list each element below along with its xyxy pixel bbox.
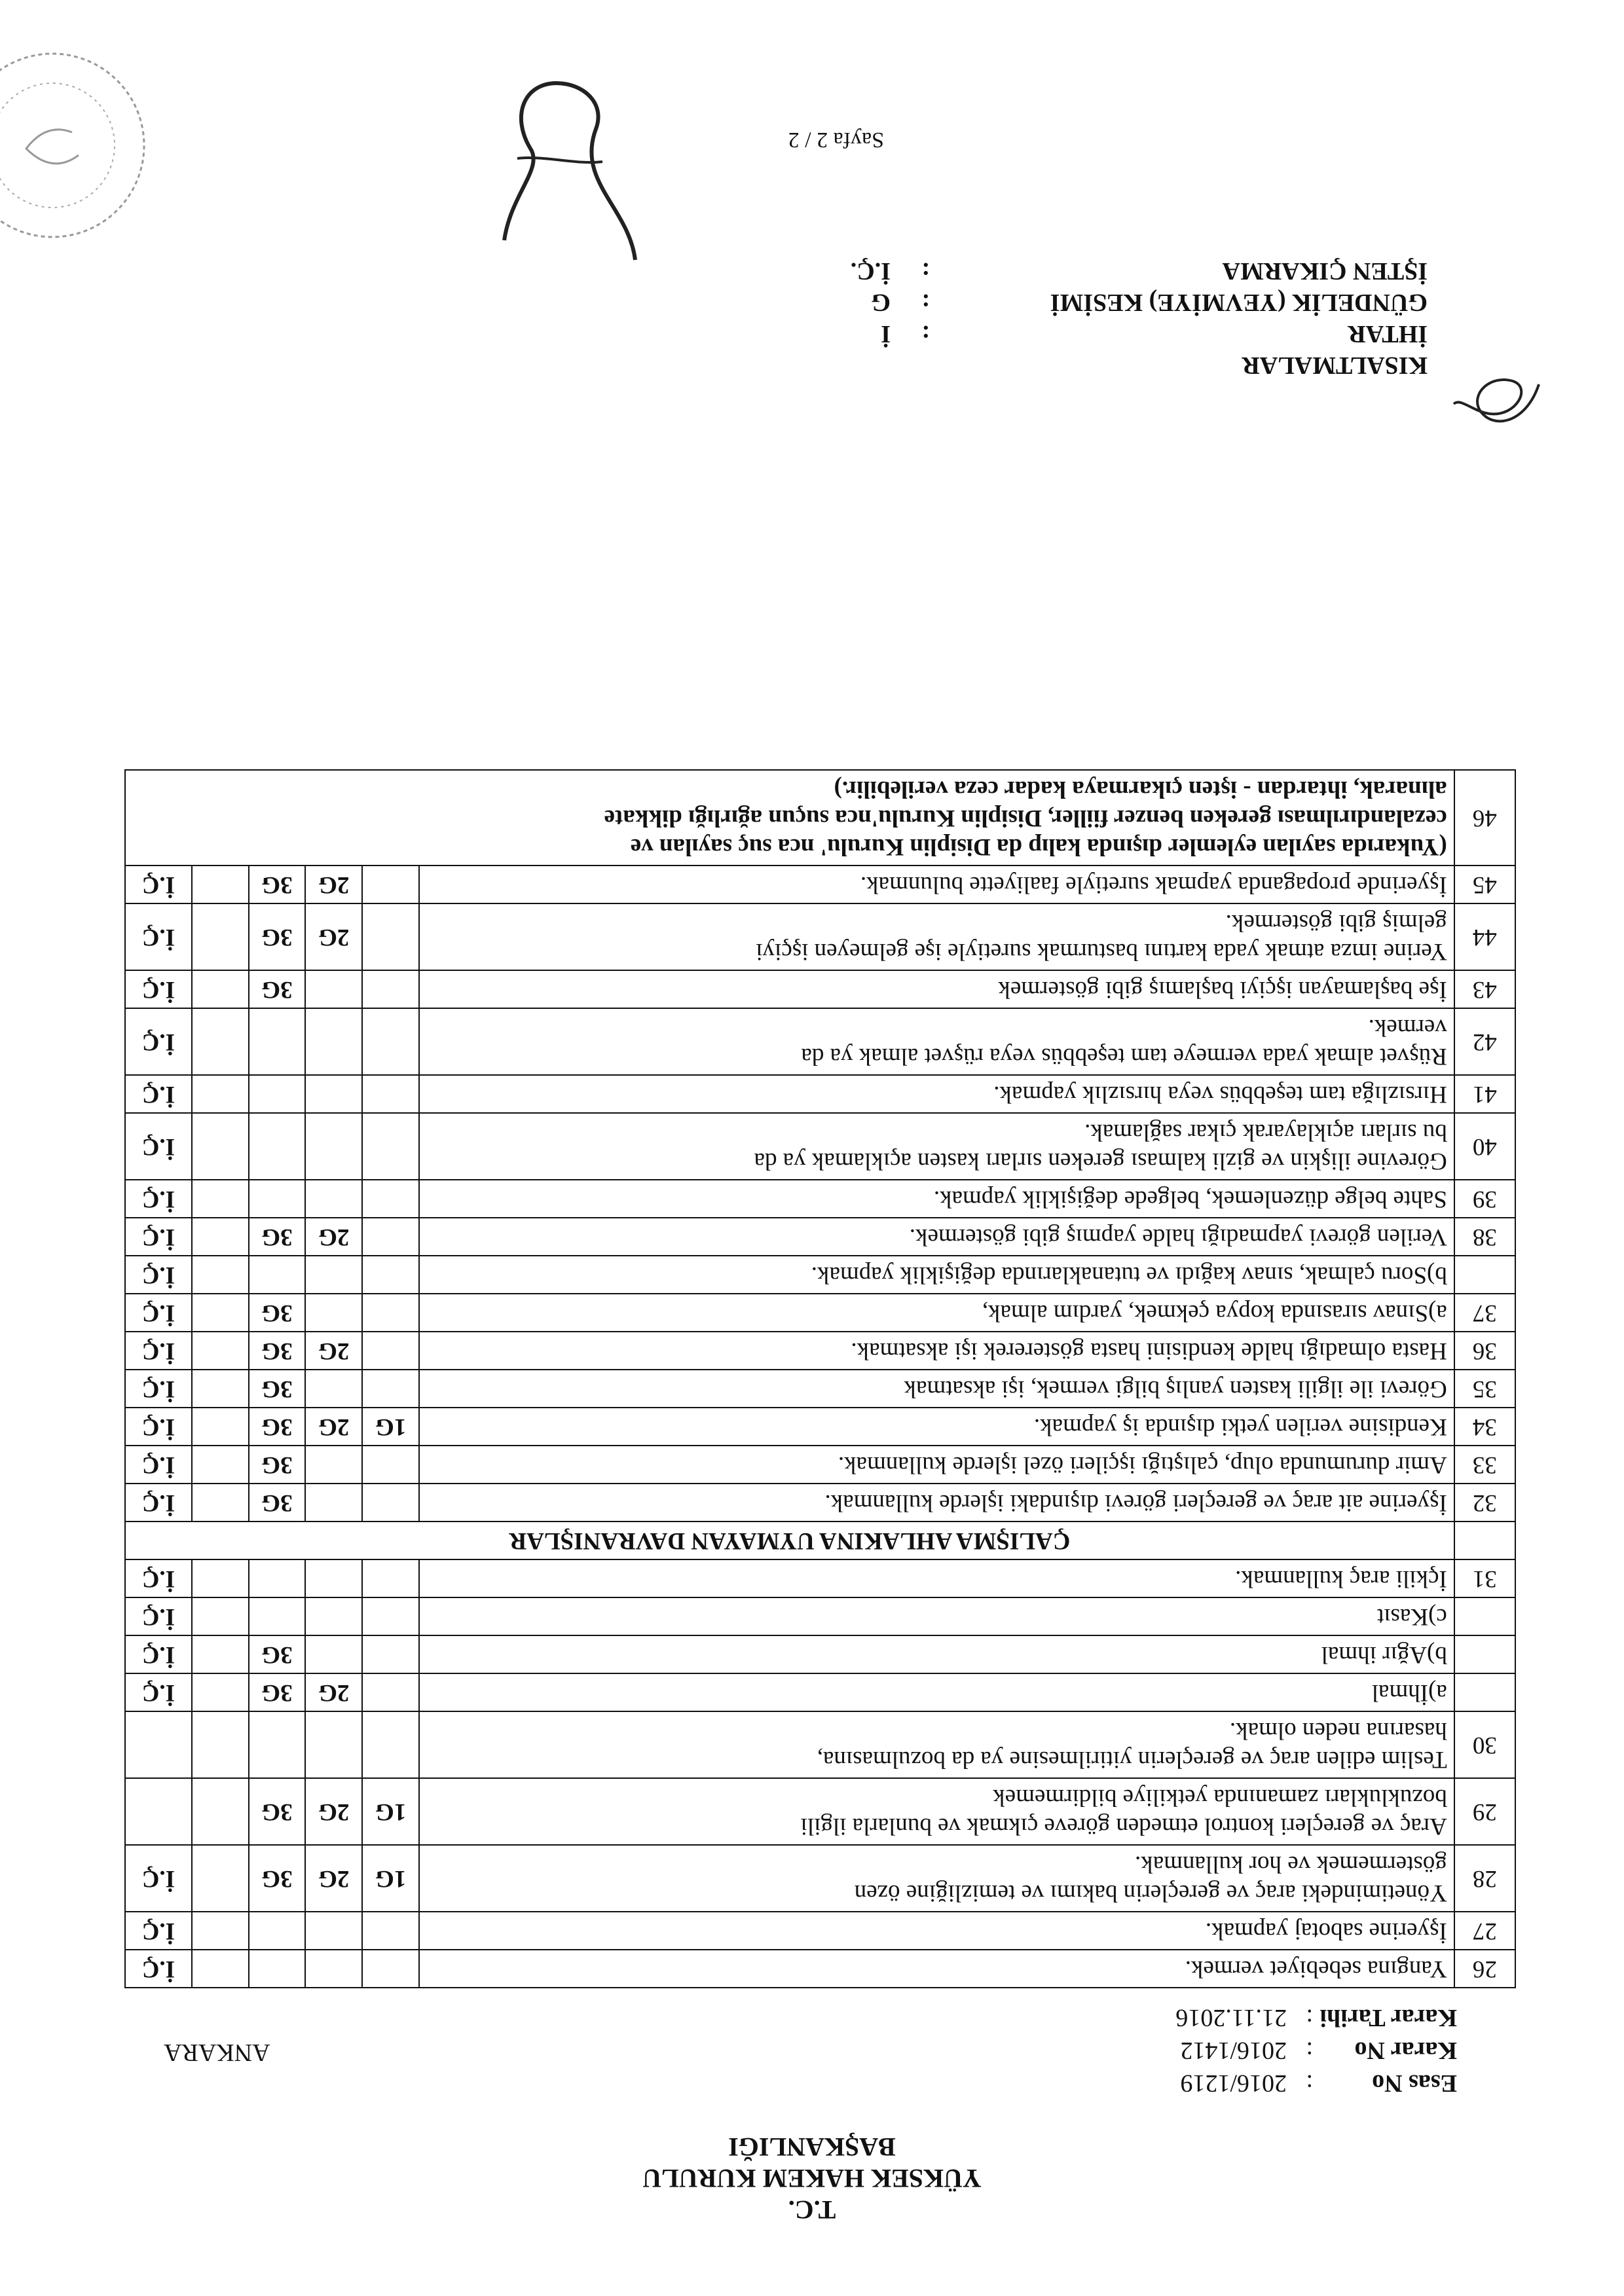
description-line: Yerine imza atmak yada kartını basturmak suretiyle işe gelmeyen işçiyi [756, 938, 1447, 965]
penalty-cell: 2G [305, 866, 362, 903]
penalty-cell [192, 1218, 249, 1256]
tarih-value: 21.11.2016 [1175, 2004, 1287, 2032]
penalty-cell [192, 1845, 249, 1912]
dismissal-cell: İ.Ç [125, 1597, 192, 1635]
dismissal-cell: İ.Ç [125, 1484, 192, 1522]
penalty-cell [362, 866, 419, 903]
offence-description [419, 970, 1454, 1008]
table-row [125, 1294, 1515, 1332]
penalty-cell [362, 1950, 419, 1988]
penalty-cell [362, 1446, 419, 1484]
penalty-cell [192, 1408, 249, 1446]
table-row [125, 1673, 1515, 1711]
description-line: bozuklukları zamanında yetkiliye bildirmemek [993, 1784, 1447, 1811]
description-line: İşe başlamayan işçiyi başlamış gibi göstermek [998, 976, 1447, 1003]
penalty-cell [249, 1711, 306, 1778]
penalty-cell [305, 1635, 362, 1673]
description-line: İşyerine ait araç ve gereçleri görevi dışındaki işlerde kullanmak. [824, 1489, 1447, 1516]
description-line: bu sırları açıklayarak çıkar sağlamak. [1084, 1119, 1447, 1146]
penalty-cell [362, 1332, 419, 1370]
description-line: İşyerine sabotaj yapmak. [1205, 1918, 1447, 1944]
row-number [1454, 1256, 1515, 1294]
dismissal-cell: İ.Ç [125, 1008, 192, 1075]
abbreviation-item [851, 255, 1428, 287]
penalty-cell: 3G [249, 1408, 306, 1446]
row-number: 39 [1454, 1180, 1515, 1218]
dismissal-cell: İ.Ç [125, 1218, 192, 1256]
penalty-cell: 1G [362, 1845, 419, 1912]
table-row [125, 970, 1515, 1008]
description-line: Rüşvet almak yada vermeye tam teşebbüs veya rüşvet almak ya da [801, 1043, 1447, 1070]
penalty-cell [249, 1180, 306, 1218]
karar-value: 2016/1412 [1180, 2037, 1287, 2064]
penalty-cell [362, 1294, 419, 1332]
offence-description [419, 1950, 1454, 1988]
dismissal-cell: İ.Ç [125, 1113, 192, 1180]
colon: : [1306, 2004, 1313, 2032]
penalty-cell [192, 1559, 249, 1597]
table-row [125, 1256, 1515, 1294]
penalty-cell: 3G [249, 903, 306, 970]
penalty-cell [305, 1597, 362, 1635]
table-row [125, 1008, 1515, 1075]
offence-description [419, 1218, 1454, 1256]
penalty-cell [192, 1332, 249, 1370]
dismissal-cell: İ.Ç [125, 1256, 192, 1294]
faint-stamp [0, 37, 157, 253]
abbreviation-symbol: G [871, 289, 891, 316]
tarih-label: Karar Tarihi [1320, 2004, 1457, 2032]
penalty-cell [192, 903, 249, 970]
description-line: Yönetimindeki araç ve gereçlerin bakımı ve temizliğine özen [854, 1880, 1447, 1906]
description-line: alınarak, ihtardan - işten çıkarmaya kadar ceza verilebilir.) [834, 776, 1447, 803]
header-department: BAŞKANLIĞI [728, 2132, 896, 2162]
description-line: Kendisine verilen yetki dışında iş yapmak. [1033, 1413, 1447, 1440]
penalty-cell [362, 1484, 419, 1522]
offence-description [125, 770, 1454, 866]
description-line: Teslim edilen araç ve gereçlerin yitirilmesine ya da bozulmasına, [817, 1746, 1447, 1773]
description-line: vermek. [1368, 1014, 1447, 1041]
penalty-cell [192, 1113, 249, 1180]
table-row [125, 1180, 1515, 1218]
penalty-cell [305, 1256, 362, 1294]
penalty-cell [305, 1113, 362, 1180]
row-number: 28 [1454, 1845, 1515, 1912]
dismissal-cell: İ.Ç [125, 1370, 192, 1408]
row-number: 31 [1454, 1559, 1515, 1597]
penalty-cell [305, 1180, 362, 1218]
penalty-cell: 3G [249, 1370, 306, 1408]
row-number [1454, 1635, 1515, 1673]
dismissal-cell: İ.Ç [125, 1635, 192, 1673]
abbreviation-sep: : [921, 320, 930, 348]
karar-label: Karar No [1354, 2037, 1457, 2064]
dismissal-cell: İ.Ç [125, 1673, 192, 1711]
description-line: Hasta olmadığı halde kendisini hasta göstererek işi aksatmak. [851, 1338, 1447, 1364]
penalty-cell [305, 1370, 362, 1408]
table-row [125, 1113, 1515, 1180]
row-number: 36 [1454, 1332, 1515, 1370]
header-tc: T.C. [788, 2195, 836, 2225]
penalty-cell: 3G [249, 1778, 306, 1845]
penalty-cell: 3G [249, 1673, 306, 1711]
penalty-cell [362, 1711, 419, 1778]
penalty-cell [192, 1597, 249, 1635]
table-section-row [125, 1522, 1515, 1559]
dismissal-cell: İ.Ç [125, 1950, 192, 1988]
offence-description [419, 1597, 1454, 1635]
penalty-cell: 1G [362, 1408, 419, 1446]
offence-description [419, 866, 1454, 903]
penalty-cell [305, 970, 362, 1008]
offence-description [419, 1408, 1454, 1446]
abbreviations-title: KISALTMALAR [1242, 352, 1428, 379]
penalty-cell [362, 1180, 419, 1218]
penalty-cell [362, 903, 419, 970]
row-number: 44 [1454, 903, 1515, 970]
description-line: a)İhmal [1371, 1679, 1447, 1706]
table-row [125, 1332, 1515, 1370]
penalty-cell [249, 1597, 306, 1635]
penalty-cell [305, 1711, 362, 1778]
page-number: Sayfa 2 / 2 [788, 128, 884, 152]
offence-description [419, 1332, 1454, 1370]
description-line: cezalandırılması gereken benzer fiiller, Disiplin Kurulu'nca suçun ağırlığı dikkate [604, 805, 1447, 831]
row-number: 27 [1454, 1912, 1515, 1950]
offence-description [419, 1446, 1454, 1484]
penalty-cell [249, 1113, 306, 1180]
tarih-row [1175, 2001, 1457, 2034]
penalty-cell [362, 1113, 419, 1180]
table-row [125, 770, 1515, 866]
row-number: 32 [1454, 1484, 1515, 1522]
penalty-cell [362, 1256, 419, 1294]
penalty-cell [362, 1008, 419, 1075]
penalty-cell: 3G [249, 1635, 306, 1673]
penalty-cell [249, 1950, 306, 1988]
handwritten-signature [465, 57, 674, 280]
penalty-cell: 3G [249, 1332, 306, 1370]
abbreviation-item [851, 287, 1428, 318]
description-line: gelmiş gibi göstermek. [1225, 909, 1447, 936]
row-number: 41 [1454, 1075, 1515, 1113]
penalty-cell: 2G [305, 1332, 362, 1370]
table-row [125, 1075, 1515, 1113]
penalty-cell: 3G [249, 1294, 306, 1332]
penalty-cell [305, 1950, 362, 1988]
offence-description [419, 1075, 1454, 1113]
penalty-cell [305, 1008, 362, 1075]
offence-description [419, 1912, 1454, 1950]
penalty-cell [192, 1950, 249, 1988]
description-line: Verilen görevi yapmadığı halde yapmış gibi göstermek. [909, 1224, 1447, 1250]
penalty-cell [249, 1008, 306, 1075]
document-header [0, 2131, 1624, 2225]
description-line: b)Soru çalmak, sınav kağıdı ve tutanaklarında değişiklik yapmak. [811, 1262, 1447, 1288]
penalty-cell [192, 1484, 249, 1522]
handwritten-initial [1447, 365, 1552, 437]
row-number: 40 [1454, 1113, 1515, 1180]
row-number: 45 [1454, 866, 1515, 903]
penalty-cell [192, 1008, 249, 1075]
penalty-cell: 3G [249, 1845, 306, 1912]
table-row [125, 1559, 1515, 1597]
table-row [125, 1845, 1515, 1912]
penalty-cell: 2G [305, 903, 362, 970]
penalty-cell: 3G [249, 970, 306, 1008]
dismissal-cell: İ.Ç [125, 970, 192, 1008]
dismissal-cell: İ.Ç [125, 1294, 192, 1332]
row-number: 26 [1454, 1950, 1515, 1988]
colon: : [1306, 2069, 1313, 2097]
penalty-cell [249, 1912, 306, 1950]
table-row [125, 1950, 1515, 1988]
penalty-cell [362, 1912, 419, 1950]
penalty-cell [192, 970, 249, 1008]
penalty-cell: 3G [249, 1484, 306, 1522]
penalty-cell: 2G [305, 1778, 362, 1845]
penalty-cell [192, 1075, 249, 1113]
description-line: Araç ve gereçleri kontrol etmeden göreve çıkmak ve bunlarla ilgili [800, 1813, 1447, 1840]
esas-label: Esas No [1372, 2069, 1457, 2097]
penalty-cell [192, 1711, 249, 1778]
offence-description [419, 1559, 1454, 1597]
table-row [125, 903, 1515, 970]
table-row [125, 1370, 1515, 1408]
offence-description [419, 1256, 1454, 1294]
case-metadata [1175, 2001, 1457, 2100]
penalty-cell [362, 970, 419, 1008]
penalty-cell: 2G [305, 1408, 362, 1446]
row-number: 43 [1454, 970, 1515, 1008]
penalty-cell [362, 1559, 419, 1597]
row-number: 33 [1454, 1446, 1515, 1484]
penalty-cell: 2G [305, 1845, 362, 1912]
penalty-cell [192, 1912, 249, 1950]
penalty-cell [305, 1912, 362, 1950]
description-line: Hırsızlığa tam teşebbüs veya hırsızlık yapmak. [993, 1081, 1447, 1108]
dismissal-cell: İ.Ç [125, 1559, 192, 1597]
penalty-cell: 2G [305, 1218, 362, 1256]
row-number [1454, 1673, 1515, 1711]
row-number: 38 [1454, 1218, 1515, 1256]
description-line: Görevi ile ilgili kasten yanlış bilgi vermek, işi aksatmak [904, 1376, 1447, 1402]
description-line: hasarına neden olmak. [1229, 1717, 1447, 1744]
penalty-cell [249, 1256, 306, 1294]
city: ANKARA [164, 2039, 270, 2066]
description-line: Görevine ilişkin ve gizli kalması gereken sırları kasten açıklamak ya da [754, 1148, 1447, 1175]
row-number: 35 [1454, 1370, 1515, 1408]
offence-description [419, 1673, 1454, 1711]
description-line: İçkili araç kullanmak. [1235, 1565, 1447, 1592]
penalty-cell [362, 1597, 419, 1635]
description-line: a)Sınav sırasında kopya çekmek, yardım almak, [982, 1300, 1447, 1326]
penalty-cell [192, 1180, 249, 1218]
table-row [125, 1484, 1515, 1522]
penalty-cell [362, 1673, 419, 1711]
penalty-cell [192, 1778, 249, 1845]
table-row [125, 1597, 1515, 1635]
row-number: 46 [1454, 770, 1515, 866]
dismissal-cell: İ.Ç [125, 1912, 192, 1950]
offence-description [419, 1711, 1454, 1778]
penalty-cell [362, 1370, 419, 1408]
description-line: c)Kasıt [1376, 1603, 1447, 1630]
penalty-cell [362, 1075, 419, 1113]
esas-value: 2016/1219 [1180, 2069, 1287, 2097]
row-number: 29 [1454, 1778, 1515, 1845]
table-row [125, 866, 1515, 903]
penalty-cell: 1G [362, 1778, 419, 1845]
description-line: Sahte belge düzenlemek, belgede değişiklik yapmak. [933, 1186, 1447, 1212]
penalty-cell: 2G [305, 1673, 362, 1711]
penalty-cell: 3G [249, 1218, 306, 1256]
description-line: İşyerinde propaganda yapmak suretiyle faaliyette bulunmak. [860, 871, 1447, 898]
abbreviations [851, 255, 1428, 381]
row-number: 30 [1454, 1711, 1515, 1778]
dismissal-cell: İ.Ç [125, 866, 192, 903]
offence-description [419, 1635, 1454, 1673]
section-heading: ÇALIŞMA AHLAKINA UYMAYAN DAVRANIŞLAR [125, 1522, 1454, 1559]
colon: : [1306, 2037, 1313, 2064]
penalty-cell [192, 1635, 249, 1673]
penalty-cell: 3G [249, 866, 306, 903]
offence-description [419, 1845, 1454, 1912]
dismissal-cell: İ.Ç [125, 1075, 192, 1113]
description-line: Amir durumunda olup, çalıştığı işçileri özel işlerde kullanmak. [838, 1451, 1447, 1478]
dismissal-cell: İ.Ç [125, 1408, 192, 1446]
row-number-cell [1454, 1522, 1515, 1559]
abbreviation-sep: : [921, 257, 930, 285]
header-institution: YÜKSEK HAKEM KURULU [642, 2164, 982, 2193]
offence-description [419, 1484, 1454, 1522]
offence-description [419, 1180, 1454, 1218]
dismissal-cell: İ.Ç [125, 903, 192, 970]
penalty-cell [249, 1075, 306, 1113]
table-row [125, 1778, 1515, 1845]
table-row [125, 1711, 1515, 1778]
table-row [125, 1408, 1515, 1446]
abbreviation-term: İŞTEN ÇIKARMA [1222, 257, 1428, 285]
dismissal-cell [125, 1778, 192, 1845]
description-line: Yangına sebebiyet vermek. [1185, 1956, 1447, 1982]
penalty-cell [362, 1635, 419, 1673]
dismissal-cell: İ.Ç [125, 1446, 192, 1484]
karar-row [1175, 2034, 1457, 2067]
row-number: 37 [1454, 1294, 1515, 1332]
penalty-cell [192, 866, 249, 903]
discipline-rules-table [124, 769, 1516, 1988]
penalty-cell [192, 1673, 249, 1711]
penalty-cell [305, 1294, 362, 1332]
row-number [1454, 1597, 1515, 1635]
penalty-cell [192, 1370, 249, 1408]
description-line: göstermemek ve hor kullanmak. [1135, 1851, 1447, 1878]
dismissal-cell [125, 1711, 192, 1778]
offence-description [419, 1294, 1454, 1332]
penalty-cell [305, 1075, 362, 1113]
abbreviation-sep: : [921, 289, 930, 316]
abbreviation-symbol: İ.Ç. [850, 257, 891, 285]
table-row [125, 1635, 1515, 1673]
offence-description [419, 1008, 1454, 1075]
penalty-cell [192, 1256, 249, 1294]
offence-description [419, 903, 1454, 970]
description-line: (Yukarıda sayılan eylemler dışında kalıp da Disiplin Kurulu' nca suç sayılan ve [630, 833, 1447, 860]
penalty-cell [305, 1559, 362, 1597]
dismissal-cell: İ.Ç [125, 1332, 192, 1370]
table-row [125, 1912, 1515, 1950]
abbreviation-term: İHTAR [1348, 320, 1428, 348]
offence-description [419, 1778, 1454, 1845]
penalty-cell: 3G [249, 1446, 306, 1484]
description-line: b)Ağır ihmal [1321, 1641, 1447, 1668]
penalty-cell [192, 1294, 249, 1332]
abbreviation-symbol: İ [881, 320, 891, 348]
table-row [125, 1446, 1515, 1484]
abbreviation-item [851, 318, 1428, 350]
offence-description [419, 1113, 1454, 1180]
dismissal-cell: İ.Ç [125, 1845, 192, 1912]
dismissal-cell: İ.Ç [125, 1180, 192, 1218]
row-number: 42 [1454, 1008, 1515, 1075]
penalty-cell [249, 1559, 306, 1597]
penalty-cell [305, 1446, 362, 1484]
esas-row [1175, 2067, 1457, 2100]
penalty-cell [362, 1218, 419, 1256]
penalty-cell [192, 1446, 249, 1484]
penalty-cell [305, 1484, 362, 1522]
table-row [125, 1218, 1515, 1256]
row-number: 34 [1454, 1408, 1515, 1446]
abbreviation-term: GÜNDELİK (YEVMİYE) KESİMİ [1050, 289, 1428, 316]
offence-description [419, 1370, 1454, 1408]
